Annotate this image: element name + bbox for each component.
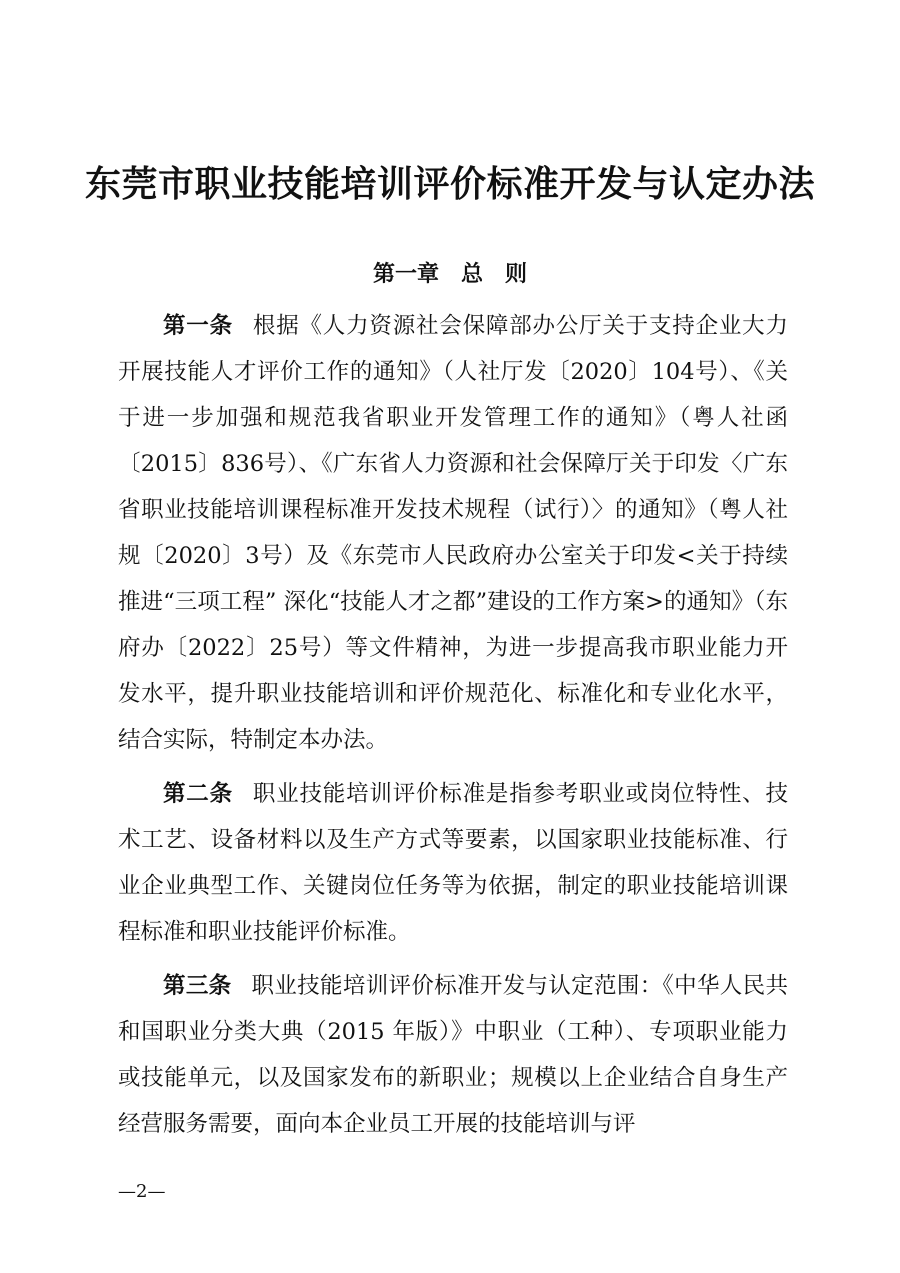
article-3 bbox=[118, 963, 788, 1147]
article-text: 职业技能培训评价标准是指参考职业或岗位特性、技术工艺、设备材料以及生产方式等要素，以国家职业技能标准、行业企业典型工作、关键岗位任务等为依据，制定的职业技能培训课程标准和职业技能评价标准。 bbox=[118, 781, 788, 945]
document-body bbox=[118, 303, 788, 1147]
document-title: 东莞市职业技能培训评价标准开发与认定办法 bbox=[84, 163, 815, 205]
article-1 bbox=[118, 303, 788, 763]
article-number: 第二条 bbox=[163, 781, 233, 807]
article-number: 第三条 bbox=[163, 973, 232, 999]
article-text: 职业技能培训评价标准开发与认定范围：《中华人民共和国职业分类大典（2015 年版）》中职业（工种）、专项职业能力或技能单元，以及国家发布的新职业；规模以上企业结合自身生产经营服务需要，面向本企业员工开展的技能培训与评 bbox=[118, 973, 788, 1137]
article-number: 第一条 bbox=[163, 313, 233, 339]
chapter-heading: 第一章 总 则 bbox=[372, 262, 527, 287]
page-number: —2— bbox=[118, 1181, 166, 1202]
article-text: 根据《人力资源社会保障部办公厅关于支持企业大力开展技能人才评价工作的通知》（人社厅发〔2020〕104号）、《关于进一步加强和规范我省职业开发管理工作的通知》（粤人社函〔2015〕836号）、《广东省人力资源和社会保障厅关于印发〈广东省职业技能培训课程标准开发技术规程（试行）〉的通知》（粤人社规〔2020〕3号）及《东莞市人民政府办公室关于印发<关于持续推进“三项工程” 深化“技能人才之都”建设的工作方案>的通知》（东府办〔2022〕25号）等文件精神，为进一步提高我市职业能力开发水平，提升职业技能培训和评价规范化、标准化和专业化水平，结合实际，特制定本办法。 bbox=[118, 313, 788, 753]
article-2 bbox=[118, 771, 788, 955]
